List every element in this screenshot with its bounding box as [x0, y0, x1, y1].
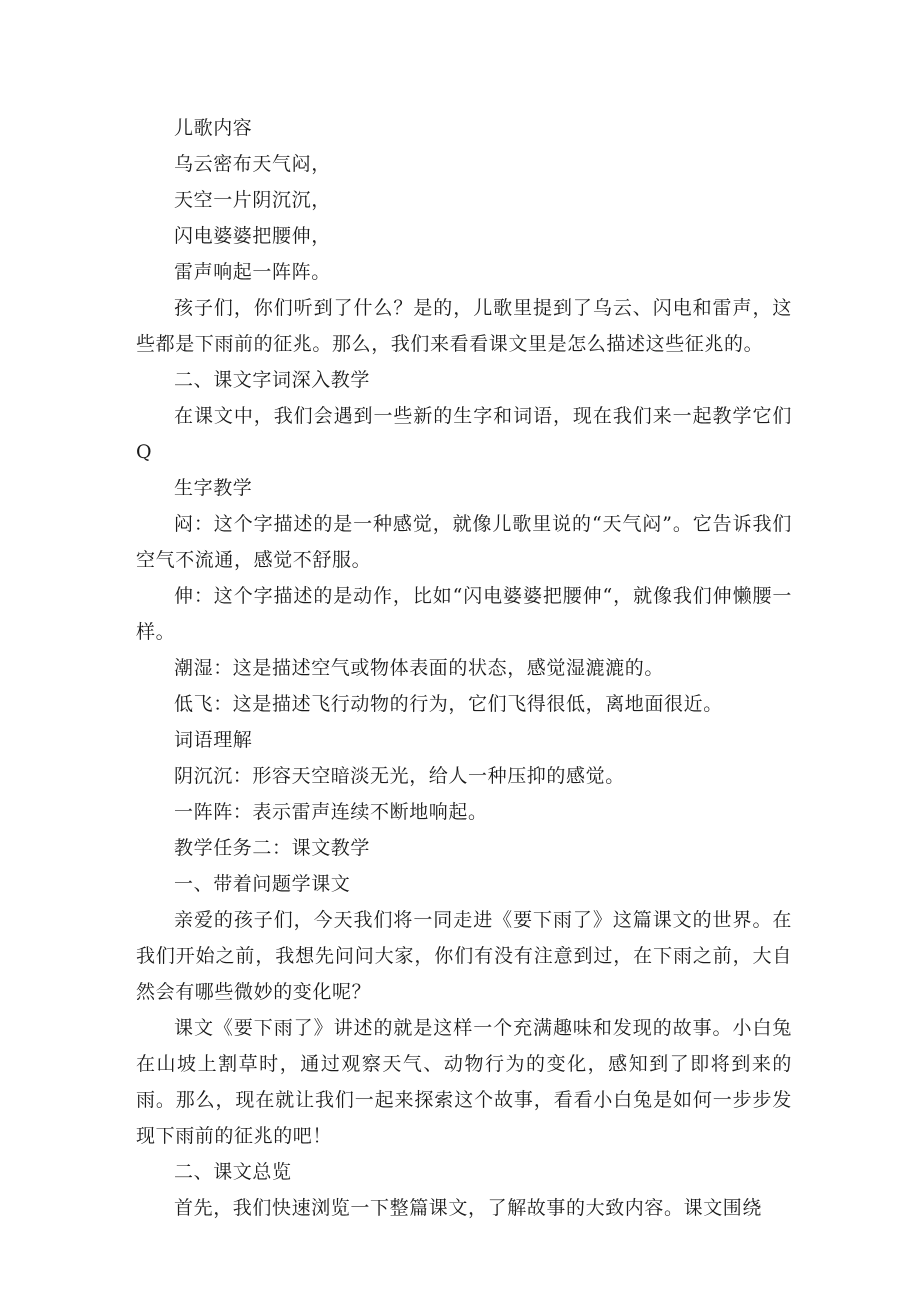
paragraph: 课文《要下雨了》讲述的就是这样一个充满趣味和发现的故事。小白兔在山坡上割草时，通过观察天气、动物行为的变化，感知到了即将到来的雨。那么，现在就让我们一起来探索这个故事，看看小白兔是如何一步步发现下雨前的征兆的吧！ [136, 1017, 792, 1147]
paragraph: 潮湿：这是描述空气或物体表面的状态，感觉湿漉漉的。 [174, 657, 665, 679]
section-heading: 一、带着问题学课文 [174, 873, 351, 895]
subsection-heading: 生字教学 [174, 477, 253, 499]
paragraph: 低飞：这是描述飞行动物的行为，它们飞得很低，离地面很近。 [174, 693, 723, 715]
section-heading: 二、课文字词深入教学 [174, 369, 371, 391]
document-page [136, 110, 792, 1226]
paragraph: 闷：这个字描述的是一种感觉，就像儿歌里说的“天气闷”。它告诉我们空气不流通，感觉不舒服。 [136, 513, 792, 571]
paragraph: 孩子们，你们听到了什么？是的，儿歌里提到了乌云、闪电和雷声，这些都是下雨前的征兆。那么，我们来看看课文里是怎么描述这些征兆的。 [136, 297, 792, 355]
paragraph: 伸：这个字描述的是动作，比如“闪电婆婆把腰伸“，就像我们伸懒腰一样。 [136, 585, 792, 643]
poem-line: 天空一片阴沉沉， [174, 189, 331, 211]
poem-line: 闪电婆婆把腰伸， [174, 225, 331, 247]
section-heading: 二、课文总览 [174, 1161, 292, 1183]
paragraph: 阴沉沉：形容天空暗淡无光，给人一种压抑的感觉。 [174, 765, 625, 787]
section-heading: 教学任务二：课文教学 [174, 837, 371, 859]
poem-heading: 儿歌内容 [174, 117, 253, 139]
subsection-heading: 词语理解 [174, 729, 253, 751]
paragraph: 首先，我们快速浏览一下整篇课文，了解故事的大致内容。课文围绕 [174, 1197, 763, 1219]
poem-line: 乌云密布天气闷， [174, 153, 331, 175]
paragraph: 一阵阵：表示雷声连续不断地响起。 [174, 801, 488, 823]
paragraph: 亲爱的孩子们，今天我们将一同走进《要下雨了》这篇课文的世界。在我们开始之前，我想先问问大家，你们有没有注意到过，在下雨之前，大自然会有哪些微妙的变化呢？ [136, 909, 792, 1003]
paragraph: 在课文中，我们会遇到一些新的生字和词语，现在我们来一起教学它们Q [136, 405, 792, 463]
poem-line: 雷声响起一阵阵。 [174, 261, 331, 283]
